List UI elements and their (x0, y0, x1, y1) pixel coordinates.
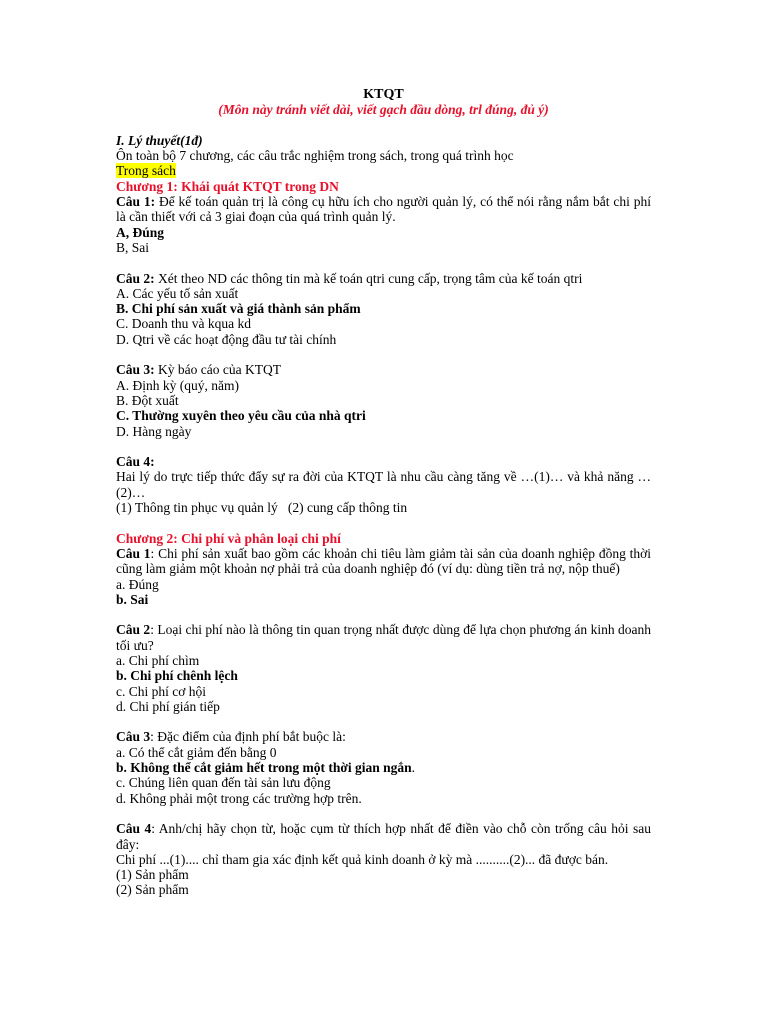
question-label: Câu 2 (116, 622, 151, 638)
question-text: : Chi phí sản xuất bao gồm các khoản chi tiêu làm giảm tài sản của doanh nghiệp đồng thời cũng làm giảm một khoản nợ phải trả của doanh nghiệp đó (ví dụ: dùng tiền trả nợ, nộp thuế) (116, 545, 651, 577)
question-label: Câu 1: (116, 194, 156, 210)
ch2-q2-option-d: d. Chi phí gián tiếp (116, 698, 220, 714)
ch1-q2-option-c: C. Doanh thu và kqua kd (116, 316, 251, 332)
ch1-q2-option-d: D. Qtri về các hoạt động đầu tư tài chính (116, 331, 337, 347)
question-text: : Đặc điểm của định phí bắt buộc là: (150, 729, 346, 745)
question-label: Câu 1 (116, 545, 151, 561)
question-text: Kỳ báo cáo của KTQT (154, 362, 281, 378)
option-tail: . (411, 760, 415, 776)
question-text: Để kế toán quản trị là công cụ hữu ích cho người quản lý, có thể nói rằng nắm bắt chi phí là cần thiết với cả 3 giai đoạn của quá trình quản lý. (116, 194, 651, 225)
ch1-q1-option-b: B, Sai (116, 239, 150, 255)
ch1-q3 (116, 362, 651, 377)
ch2-q3-option-b (116, 760, 651, 775)
section-heading-theory: I. Lý thuyết(1đ) (116, 132, 203, 148)
ch1-q2-option-b: B. Chi phí sản xuất và giá thành sản phẩm (116, 301, 361, 317)
question-label: Câu 4 (116, 821, 152, 837)
chapter-2-title: Chương 2: Chi phí và phân loại chi phí (116, 530, 341, 546)
question-label: Câu 2: (116, 270, 155, 286)
ch2-q2-option-b: b. Chi phí chênh lệch (116, 668, 238, 684)
ch1-q3-option-d: D. Hàng ngày (116, 423, 192, 439)
question-text: Xét theo ND các thông tin mà kế toán qtri cung cấp, trọng tâm của kế toán qtri (154, 270, 583, 286)
ch2-q4-stem: Chi phí ...(1).... chỉ tham gia xác định kết quả kinh doanh ở kỳ mà ..........(2)... đã được bán. (116, 851, 609, 867)
document-page (116, 87, 651, 898)
option-text: b. Không thể cắt giảm hết trong một thời gian ngắn (116, 760, 412, 776)
ch2-q2 (116, 622, 651, 653)
ch2-q3-option-a: a. Có thể cắt giảm đến bằng 0 (116, 744, 277, 760)
question-text: : Loại chi phí nào là thông tin quan trọng nhất được dùng để lựa chọn phương án kinh doanh tối ưu? (116, 622, 651, 653)
ch1-q2-option-a: A. Các yếu tố sản xuất (116, 285, 239, 301)
ch1-q3-option-b: B. Đột xuất (116, 392, 179, 408)
ch2-q2-option-c: c. Chi phí cơ hội (116, 683, 207, 699)
question-label: Câu 3: (116, 362, 155, 378)
question-text: : Anh/chị hãy chọn từ, hoặc cụm từ thích hợp nhất để điền vào chỗ còn trống câu hỏi sau đây: (116, 821, 652, 852)
ch1-q3-option-c: C. Thường xuyên theo yêu cầu của nhà qtri (116, 408, 366, 424)
ch1-q2 (116, 271, 651, 286)
ch1-q3-option-a: A. Định kỳ (quý, năm) (116, 377, 239, 393)
ch1-q4-label: Câu 4: (116, 454, 155, 470)
ch2-q3-option-d: d. Không phải một trong các trường hợp trên. (116, 790, 362, 806)
ch2-q1-option-a: a. Đúng (116, 576, 159, 592)
ch2-q3-option-c: c. Chúng liên quan đến tài sản lưu động (116, 775, 331, 791)
ch2-q1 (116, 546, 651, 577)
ch2-q4 (116, 821, 651, 852)
ch1-q1 (116, 194, 651, 225)
question-label: Câu 3 (116, 729, 151, 745)
ch2-q4-answer-1: (1) Sản phẩm (116, 867, 189, 883)
ch1-q1-option-a: A, Đúng (116, 224, 165, 240)
ch2-q1-option-b: b. Sai (116, 591, 149, 607)
ch2-q3 (116, 729, 651, 744)
ch1-q4-answer: (1) Thông tin phục vụ quản lý (2) cung cấp thông tin (116, 500, 408, 516)
doc-title: KTQT (363, 87, 404, 102)
section-intro: Ôn toàn bộ 7 chương, các câu trắc nghiệm trong sách, trong quá trình học (116, 148, 514, 164)
ch2-q4-answer-2: (2) Sản phẩm (116, 882, 189, 898)
chapter-1-title: Chương 1: Khái quát KTQT trong DN (116, 178, 339, 194)
ch2-q2-option-a: a. Chi phí chìm (116, 652, 200, 668)
doc-subtitle: (Môn này tránh viết dài, viết gạch đầu dòng, trl đúng, đủ ý) (218, 102, 549, 118)
ch1-q4-text: Hai lý do trực tiếp thức đẩy sự ra đời của KTQT là nhu cầu càng tăng về …(1)… và khả năng …(2)… (116, 469, 651, 500)
highlighted-note: Trong sách (116, 163, 176, 179)
